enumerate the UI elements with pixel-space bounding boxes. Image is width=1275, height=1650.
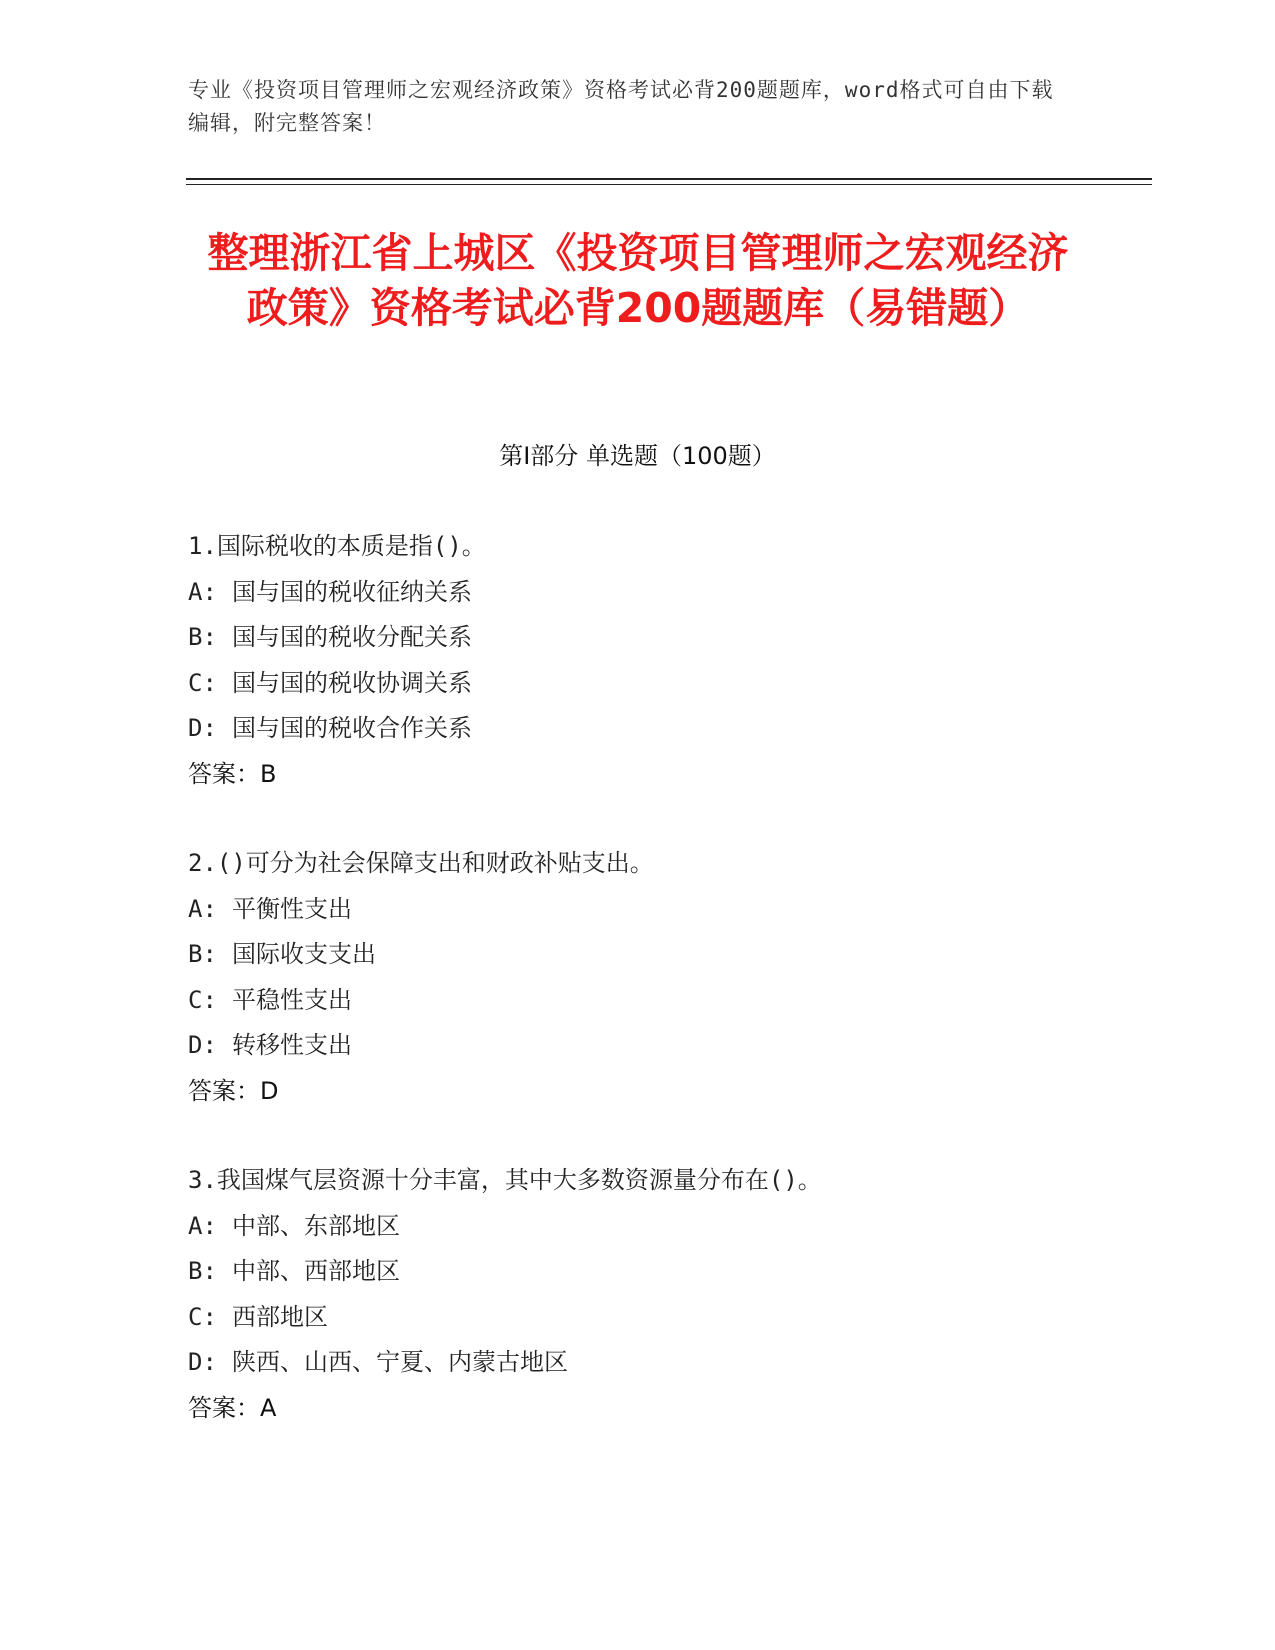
option-text: 国与国的税收合作关系 bbox=[232, 714, 472, 742]
option-letter: B: bbox=[188, 623, 217, 651]
answer-line bbox=[188, 1386, 1088, 1432]
answer-label: 答案： bbox=[188, 1393, 260, 1422]
answer-value: D bbox=[260, 1076, 279, 1105]
question-2 bbox=[188, 841, 1088, 1114]
question-stem: 3.我国煤气层资源十分丰富，其中大多数资源量分布在()。 bbox=[188, 1166, 822, 1194]
question-stem: 1.国际税收的本质是指()。 bbox=[188, 532, 486, 560]
answer-label: 答案： bbox=[188, 759, 260, 788]
option-text: 国与国的税收协调关系 bbox=[232, 668, 472, 697]
option-d bbox=[188, 706, 1088, 752]
answer-line bbox=[188, 752, 1088, 798]
option-d bbox=[188, 1023, 1088, 1069]
option-text: 国与国的税收征纳关系 bbox=[232, 577, 472, 606]
option-letter: D: bbox=[188, 1348, 217, 1376]
option-letter: C: bbox=[188, 668, 217, 697]
option-a bbox=[188, 887, 1088, 933]
option-text: 西部地区 bbox=[232, 1302, 328, 1331]
option-b bbox=[188, 615, 1088, 661]
option-letter: B: bbox=[188, 940, 217, 968]
answer-value: A bbox=[260, 1393, 277, 1422]
header-rule-thick bbox=[186, 178, 1152, 180]
option-a bbox=[188, 570, 1088, 616]
option-letter: B: bbox=[188, 1257, 217, 1285]
answer-line bbox=[188, 1069, 1088, 1115]
option-b bbox=[188, 932, 1088, 978]
option-text: 平衡性支出 bbox=[232, 894, 352, 923]
question-list bbox=[188, 524, 1088, 1475]
option-text: 中部、东部地区 bbox=[232, 1211, 400, 1240]
option-letter: D: bbox=[188, 714, 217, 742]
question-3 bbox=[188, 1158, 1088, 1431]
option-text: 转移性支出 bbox=[232, 1031, 352, 1059]
option-letter: A: bbox=[188, 894, 217, 923]
section-heading: 第I部分 单选题（100题） bbox=[499, 442, 776, 470]
option-letter: D: bbox=[188, 1031, 217, 1059]
option-d bbox=[188, 1340, 1088, 1386]
option-text: 国际收支支出 bbox=[232, 940, 376, 968]
option-c bbox=[188, 661, 1088, 707]
option-letter: A: bbox=[188, 1211, 217, 1240]
header-note: 专业《投资项目管理师之宏观经济政策》资格考试必背200题题库，word格式可自由下载编辑，附完整答案！ bbox=[188, 78, 1054, 135]
option-letter: C: bbox=[188, 985, 217, 1014]
option-c bbox=[188, 978, 1088, 1024]
option-text: 陕西、山西、宁夏、内蒙古地区 bbox=[232, 1348, 568, 1376]
option-c bbox=[188, 1295, 1088, 1341]
option-letter: A: bbox=[188, 577, 217, 606]
answer-value: B bbox=[260, 759, 277, 788]
option-text: 中部、西部地区 bbox=[232, 1257, 400, 1285]
document-title: 整理浙江省上城区《投资项目管理师之宏观经济政策》资格考试必背200题题库（易错题） bbox=[207, 229, 1069, 332]
option-text: 国与国的税收分配关系 bbox=[232, 623, 472, 651]
question-1 bbox=[188, 524, 1088, 797]
option-letter: C: bbox=[188, 1302, 217, 1331]
option-a bbox=[188, 1204, 1088, 1250]
option-b bbox=[188, 1249, 1088, 1295]
option-text: 平稳性支出 bbox=[232, 985, 352, 1014]
question-stem: 2.()可分为社会保障支出和财政补贴支出。 bbox=[188, 849, 654, 877]
answer-label: 答案： bbox=[188, 1076, 260, 1105]
header-rule-thin bbox=[186, 184, 1152, 185]
